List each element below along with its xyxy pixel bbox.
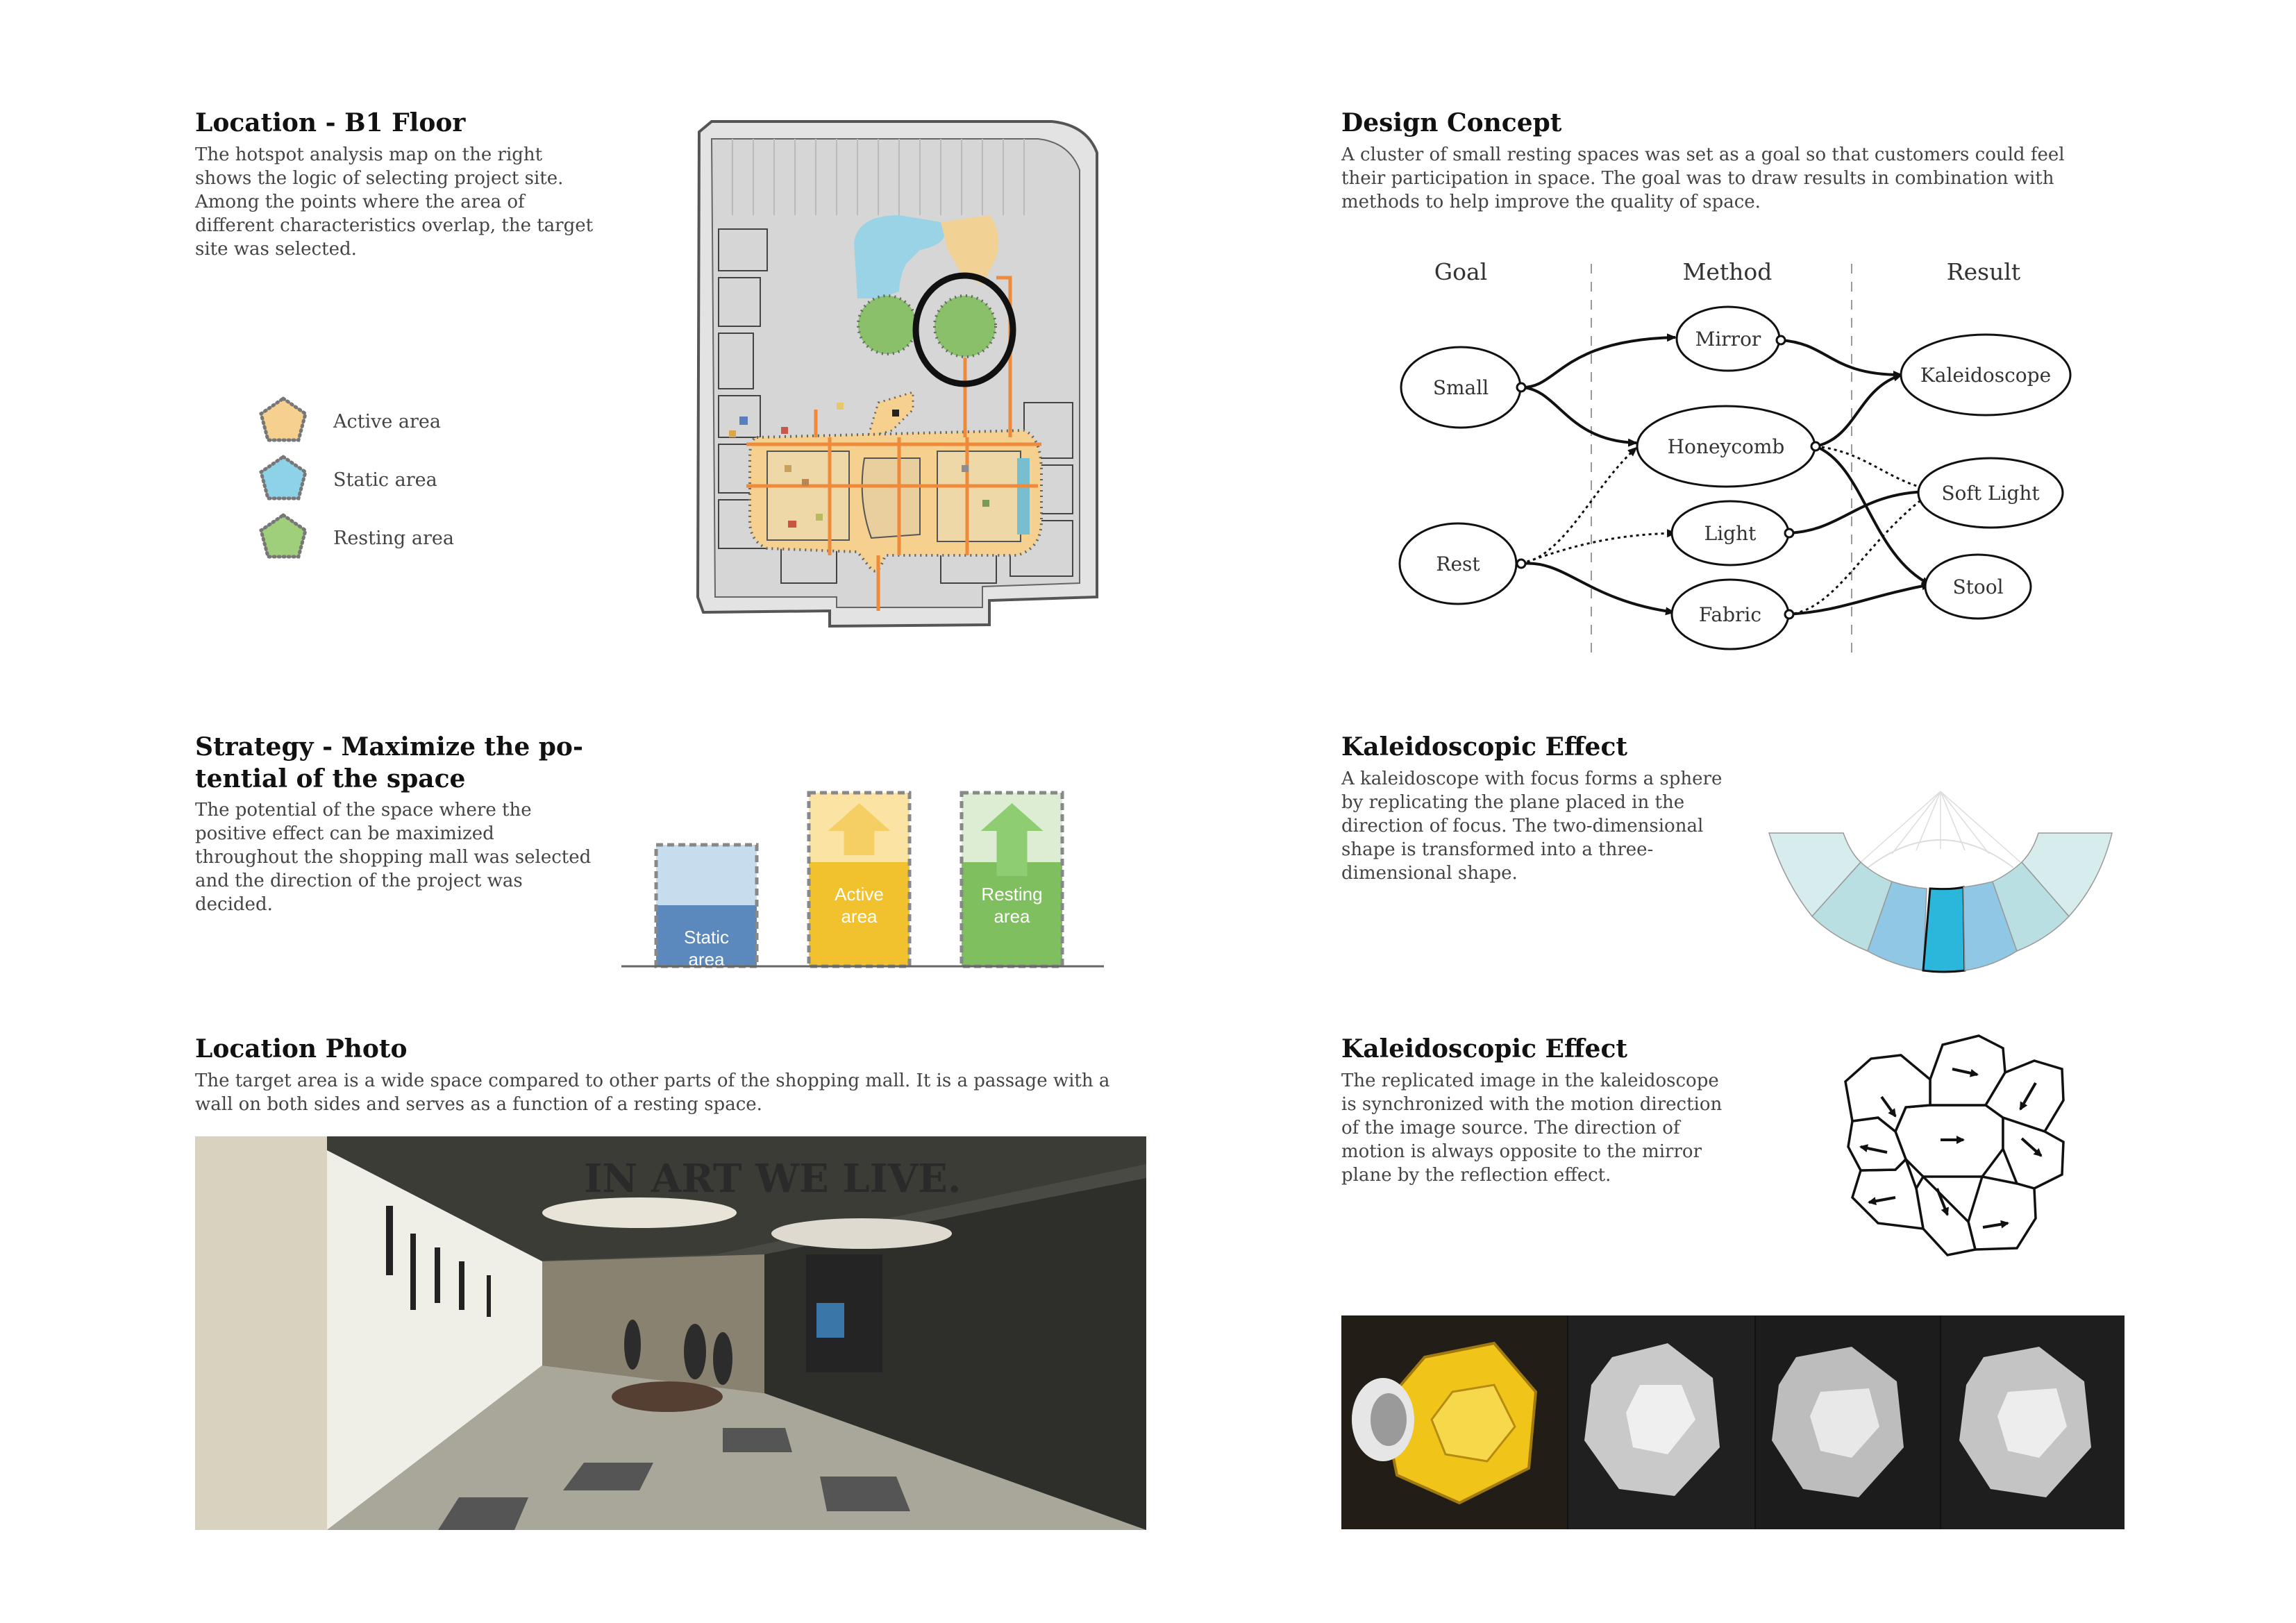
strategy-title-line-2: tential of the space xyxy=(195,764,466,793)
strategy-title xyxy=(195,731,639,795)
static-area-swatch xyxy=(257,453,310,505)
fan-segment-focus xyxy=(1923,887,1965,972)
bar-label: Resting xyxy=(981,884,1043,905)
design-concept-title: Design Concept xyxy=(1341,108,1562,137)
node-fabric-label: Fabric xyxy=(1698,603,1762,626)
cell-bottom xyxy=(1916,1177,1975,1255)
fan-guide-lines xyxy=(1861,791,2020,862)
resting-area-swatch xyxy=(257,511,310,564)
node-light-label: Light xyxy=(1704,522,1757,545)
cell-right xyxy=(2003,1118,2063,1188)
design-concept-description: A cluster of small resting spaces was set as a goal so that customers could feel their participation in space. The goal was to draw results in combination with methods to help improve the quality of space. xyxy=(1341,144,2065,212)
cell-bottom-right xyxy=(1968,1177,2036,1250)
strategy-description: The potential of the space where the positive effect can be maximized throughout the shopping mall was selected and the direction of the project was decided. xyxy=(195,800,592,915)
edge-fabric-softlight xyxy=(1788,494,1929,614)
bar-label: area xyxy=(994,906,1030,927)
strategy-bar-3 xyxy=(962,793,1062,966)
node-rest-label: Rest xyxy=(1436,553,1480,575)
kaleido2-title: Kaleidoscopic Effect xyxy=(1341,1034,1627,1063)
legend-label-static: Static area xyxy=(333,469,437,491)
edge-honeycomb-stool xyxy=(1816,446,1930,585)
column-goal: Goal xyxy=(1434,258,1488,285)
node-stool-label: Stool xyxy=(1952,575,2004,598)
edge-light-softlight xyxy=(1788,491,1929,533)
concept-diagram xyxy=(1385,250,2107,659)
node-mirror-label: Mirror xyxy=(1695,328,1761,351)
edge-small-mirror xyxy=(1521,337,1675,387)
edge-fabric-stool xyxy=(1788,585,1930,614)
bar-label: area xyxy=(688,949,725,970)
kaleido1-description: A kaleidoscope with focus forms a sphere by replicating the plane placed in the direction of focus. The two-dimensional shape is transformed into a three-dimensional shape. xyxy=(1341,768,1723,884)
bar-label: area xyxy=(841,906,878,927)
location-photo-title: Location Photo xyxy=(195,1034,408,1063)
kaleido2-description: The replicated image in the kaleidoscope is synchronized with the motion direction of the image source. The direction of motion is always opposite to the mirror plane by the reflection effect. xyxy=(1341,1070,1723,1186)
node-small-label: Small xyxy=(1432,376,1489,399)
edge-mirror-kaleidoscope xyxy=(1781,340,1902,375)
legend-label-resting: Resting area xyxy=(333,528,454,549)
node-kaleidoscope-label: Kaleidoscope xyxy=(1920,364,2052,387)
kaleido1-title: Kaleidoscopic Effect xyxy=(1341,732,1627,762)
legend-label-active: Active area xyxy=(333,411,441,432)
location-photo-sign: IN ART WE LIVE. xyxy=(584,1156,962,1202)
strategy-bars xyxy=(656,793,1062,970)
honeycomb-motion-diagram xyxy=(1819,1027,2090,1263)
location-photo xyxy=(195,1136,1146,1530)
column-result: Result xyxy=(1946,258,2021,285)
location-photo-description: The target area is a wide space compared to other parts of the shopping mall. It is a passage with a wall on both sides and serves as a function of a resting space. xyxy=(195,1070,1110,1115)
column-method: Method xyxy=(1682,258,1773,285)
strategy-title-line-1: Strategy - Maximize the po- xyxy=(195,732,583,762)
strategy-bar-chart xyxy=(618,784,1111,979)
edge-rest-fabric xyxy=(1521,563,1674,612)
bar-label: Active xyxy=(835,884,884,905)
bar-label: Static xyxy=(683,927,730,948)
strategy-bar-2 xyxy=(809,793,910,966)
location-photo-illustration xyxy=(195,1136,1146,1530)
edge-honeycomb-softlight xyxy=(1816,446,1929,489)
location-description: The hotspot analysis map on the right shows the logic of selecting project site. Among the points where the area of different characteristics overlap, the target site was selected. xyxy=(195,144,594,260)
active-area-swatch xyxy=(257,394,310,447)
edge-rest-light xyxy=(1521,533,1675,564)
node-soft-light-label: Soft Light xyxy=(1941,482,2040,505)
location-title: Location - B1 Floor xyxy=(195,108,466,137)
edge-rest-honeycomb xyxy=(1521,448,1636,564)
edge-small-honeycomb xyxy=(1521,387,1636,443)
floor-plan-map xyxy=(691,111,1107,639)
node-honeycomb-label: Honeycomb xyxy=(1667,435,1785,458)
kaleidoscope-photo-strip xyxy=(1341,1315,2125,1529)
kaleidoscope-photos xyxy=(1341,1315,2125,1529)
edge-honeycomb-kaleidoscope xyxy=(1816,375,1902,446)
strategy-bar-1 xyxy=(656,845,757,970)
kaleidoscope-fan-diagram xyxy=(1763,784,2118,986)
